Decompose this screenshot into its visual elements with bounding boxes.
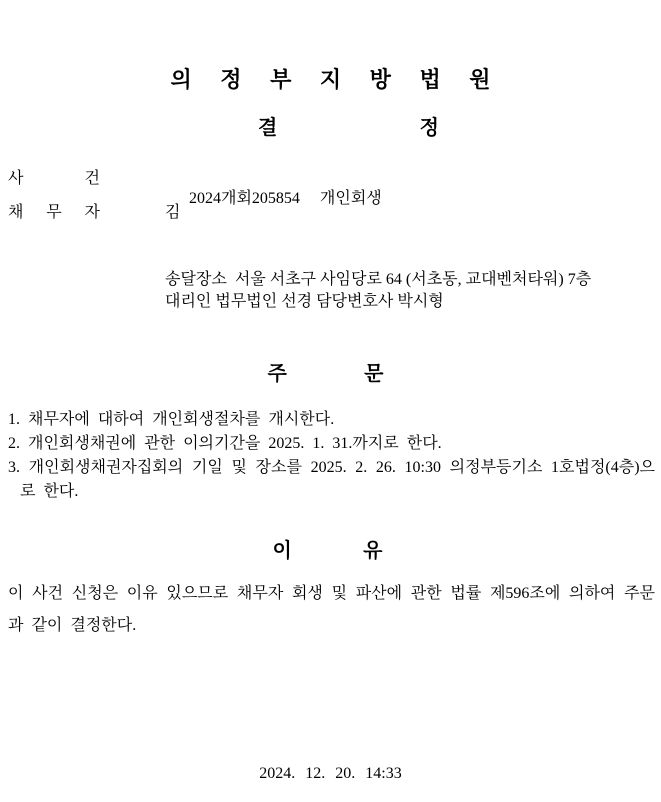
reason-heading-text: 이 유 <box>272 540 383 562</box>
case-type: 개인회생 <box>319 190 382 207</box>
order-section-heading <box>0 362 661 386</box>
debtor-name: 김 <box>165 204 181 221</box>
order-item: 3. 개인회생채권자집회의 기일 및 장소를 2025. 2. 26. 10:30 의정부등기소 1호법정(4층)으로 한다. <box>8 459 655 500</box>
debtor-label: 채 무 자 <box>8 204 100 221</box>
court-name-heading <box>0 67 661 93</box>
order-heading-text: 주 문 <box>267 363 384 385</box>
debtor-field-row <box>8 203 655 225</box>
decision-type-text: 결 정 <box>258 117 439 139</box>
decision-datetime: 2024. 12. 20. 14:33 <box>259 765 402 782</box>
court-name-text: 의 정 부 지 방 법 원 <box>170 67 491 92</box>
case-number: 2024개회205854 <box>189 190 300 207</box>
order-item: 2. 개인회생채권에 관한 이의기간을 2025. 1. 31.까지로 한다. <box>8 435 442 452</box>
reason-section-heading <box>0 539 661 563</box>
service-address-line: 송달장소 서울 서초구 사임당로 64 (서초동, 교대벤처타워) 7층 <box>165 271 592 288</box>
case-label: 사 건 <box>8 170 100 187</box>
order-list <box>8 408 655 504</box>
order-item: 1. 채무자에 대하여 개인회생절차를 개시한다. <box>8 411 335 428</box>
attorney-line: 대리인 법무법인 선경 담당변호사 박시형 <box>165 293 444 310</box>
case-field-row <box>8 169 655 207</box>
decision-type-heading <box>0 116 661 140</box>
service-address-block <box>165 269 655 313</box>
reason-paragraph: 이 사건 신청은 이유 있으므로 채무자 회생 및 파산에 관한 법률 제596조에 의하여 주문과 같이 결정한다. <box>8 585 655 634</box>
